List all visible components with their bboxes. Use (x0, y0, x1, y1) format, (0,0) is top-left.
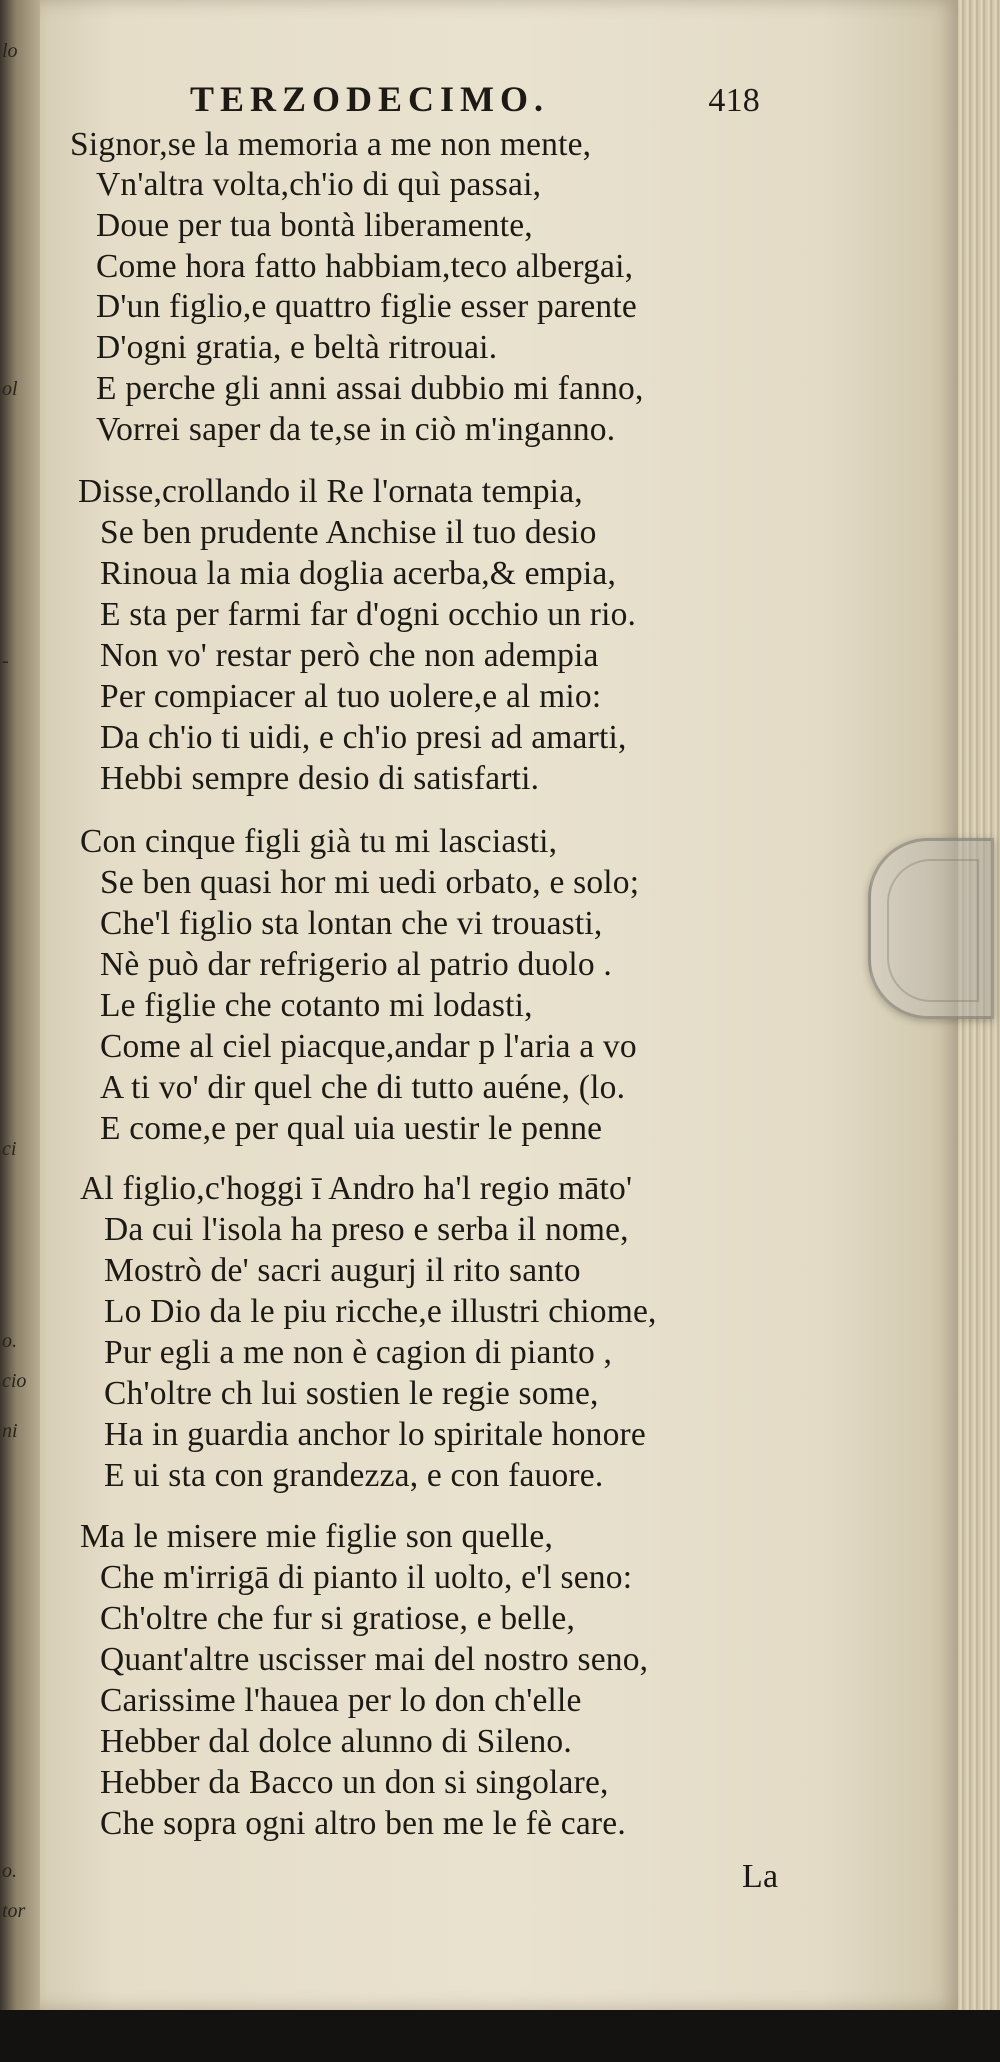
margin-fragment: tor (2, 1900, 26, 1922)
verse-line: Hebber dal dolce alunno di Sileno. (100, 1723, 572, 1760)
verse-line: Ma le misere mie figlie son quelle, (80, 1518, 554, 1555)
running-head: TERZODECIMO. (190, 79, 550, 119)
page-clip (868, 838, 994, 1019)
verse-line: Non vo' restar però che non adempia (100, 637, 599, 674)
verse-line: Quant'altre uscisser mai del nostro seno, (100, 1641, 649, 1678)
verse-line: Come al ciel piacque,andar p l'aria a vo (100, 1028, 637, 1065)
verse-line: Da cui l'isola ha preso e serba il nome, (104, 1211, 629, 1248)
verse-line: Come hora fatto habbiam,teco albergai, (96, 248, 634, 285)
verse-line: Vorrei saper da te,se in ciò m'inganno. (96, 411, 616, 448)
margin-fragment: o. (2, 1860, 17, 1882)
page-header (190, 78, 760, 128)
verse-line: Che sopra ogni altro ben me le fè care. (100, 1805, 626, 1842)
verse-line: Lo Dio da le piu ricche,e illustri chiome, (104, 1293, 657, 1330)
verse-line: Hebbi sempre desio di satisfarti. (100, 760, 540, 797)
verse-line: Nè può dar refrigerio al patrio duolo . (100, 946, 612, 983)
verse-line: Carissime l'hauea per lo don ch'elle (100, 1682, 582, 1719)
verse-line: Con cinque figli già tu mi lasciasti, (80, 823, 558, 860)
bottom-shadow (0, 2010, 1000, 2062)
verse-line: Rinoua la mia doglia acerba,& empia, (100, 555, 617, 592)
verse-line: Se ben quasi hor mi uedi orbato, e solo; (100, 864, 640, 901)
margin-fragment: ci (2, 1138, 17, 1160)
verse-line: D'un figlio,e quattro figlie esser parente (96, 288, 637, 325)
verse-line: Disse,crollando il Re l'ornata tempia, (78, 473, 583, 510)
margin-fragment: o. (2, 1330, 17, 1352)
verse-line: E sta per farmi far d'ogni occhio un rio. (100, 596, 637, 633)
verse-line: Le figlie che cotanto mi lodasti, (100, 987, 533, 1024)
margin-fragment: ni (2, 1420, 18, 1442)
verse-line: Da ch'io ti uidi, e ch'io presi ad amarti, (100, 719, 627, 756)
margin-fragment: - (2, 650, 9, 672)
verse-line: Pur egli a me non è cagion di pianto , (104, 1334, 613, 1371)
verse-line: Al figlio,c'hoggi ī Andro ha'l regio māto' (80, 1170, 633, 1207)
verse-line: Vn'altra volta,ch'io di quì passai, (96, 166, 542, 203)
page-number: 418 (708, 82, 760, 119)
verse-line: E come,e per qual uia uestir le penne (100, 1110, 603, 1147)
verse-line: Ha in guardia anchor lo spiritale honore (104, 1416, 646, 1453)
verse-line: E ui sta con grandezza, e con fauore. (104, 1457, 604, 1494)
verse-line: Doue per tua bontà liberamente, (96, 207, 533, 244)
verse-line: A ti vo' dir quel che di tutto auéne, (lo. (100, 1069, 626, 1106)
verse-line: E perche gli anni assai dubbio mi fanno, (96, 370, 644, 407)
verse-line: Che'l figlio sta lontan che vi trouasti, (100, 905, 603, 942)
verse-line: Ch'oltre che fur si gratiose, e belle, (100, 1600, 576, 1637)
verse-line: Se ben prudente Anchise il tuo desio (100, 514, 597, 551)
verse-line: Signor,se la memoria a me non mente, (70, 126, 592, 163)
verse-line: Che m'irrigā di pianto il uolto, e'l seno: (100, 1559, 633, 1596)
margin-fragment: cio (2, 1370, 27, 1392)
verse-line: D'ogni gratia, e beltà ritrouai. (96, 329, 498, 366)
left-margin-strip (0, 0, 40, 2062)
margin-fragment: ol (2, 378, 18, 400)
verse-line: Hebber da Bacco un don si singolare, (100, 1764, 609, 1801)
margin-fragment: lo (2, 40, 18, 62)
verse-line: Ch'oltre ch lui sostien le regie some, (104, 1375, 599, 1412)
verse-line: Per compiacer al tuo uolere,e al mio: (100, 678, 602, 715)
catchword: La (742, 1858, 779, 1895)
page-clip-inner (887, 859, 979, 1002)
verse-line: Mostrò de' sacri augurj il rito santo (104, 1252, 581, 1289)
